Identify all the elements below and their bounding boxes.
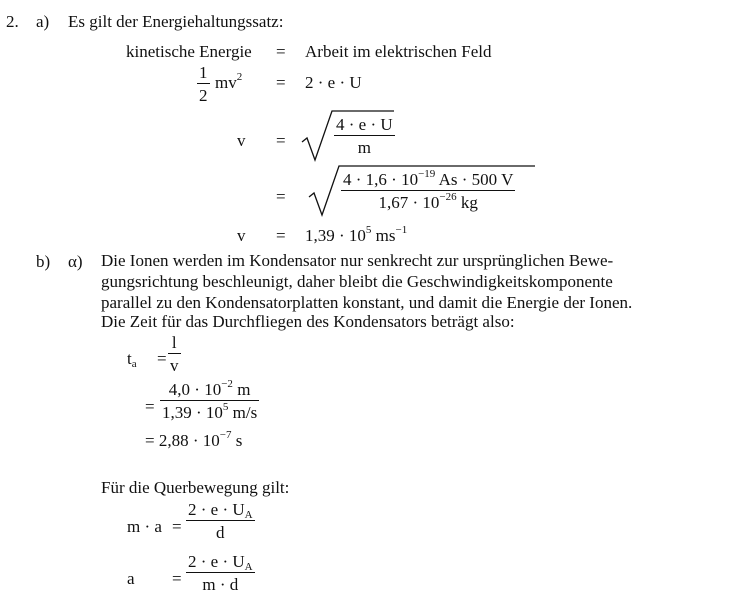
eq2-equals: = xyxy=(276,73,286,92)
eq4-num: $4 \cdot 1,6 \cdot 10^{-19}$ As · 500 V xyxy=(343,168,514,189)
part-a-label: a) xyxy=(36,12,50,31)
t2-equals: = xyxy=(145,397,155,416)
fraction-bar xyxy=(160,400,259,401)
q1-num: $2 \cdot e \cdot U_A$ xyxy=(188,500,253,521)
eq5-rhs: $1,39 \cdot 10^5$ $ms^{-1}$ xyxy=(305,224,408,245)
part-b-line1: Die Ionen werden im Kondensator nur senkrecht zur ursprünglichen Bewe- xyxy=(101,251,614,270)
t1-num: l xyxy=(171,333,177,352)
q2-den: m · d xyxy=(202,575,239,594)
t3-result: = $2,88 \cdot 10^{-7}$ s xyxy=(145,429,243,450)
part-b-line2: gungsrichtung beschleunigt, daher bleibt die Geschwindigkeitskomponente xyxy=(101,272,613,291)
eq3-fraction xyxy=(334,116,395,156)
t2-num: $4,0 \cdot 10^{-2}$ m xyxy=(168,378,251,399)
eq1-equals: = xyxy=(276,42,286,61)
t1-den: v xyxy=(170,356,179,375)
q1-den: d xyxy=(216,523,225,542)
eq2-half-num: 1 xyxy=(199,63,208,82)
fraction-bar xyxy=(168,353,181,354)
eq2-half-fraction xyxy=(197,64,210,104)
q2-lhs: a xyxy=(127,569,135,588)
q1-lhs: m · a xyxy=(127,517,162,536)
eq3-lhs: v xyxy=(237,131,246,150)
eq3-den: m xyxy=(357,138,371,157)
eq1-rhs: Arbeit im elektrischen Feld xyxy=(305,42,492,61)
part-a-intro: Es gilt der Energiehaltungssatz: xyxy=(68,12,284,31)
q1-fraction xyxy=(186,501,255,541)
t1-equals: = xyxy=(157,349,167,368)
fraction-bar xyxy=(197,83,210,84)
eq4-den: $1,67 \cdot 10^{-26}$ kg xyxy=(378,191,478,212)
eq2-half-den: 2 xyxy=(199,86,208,105)
q1-equals: = xyxy=(172,517,182,536)
alpha-label: α) xyxy=(68,252,83,271)
fraction-bar xyxy=(341,190,515,191)
eq2-lhs xyxy=(215,71,243,92)
t2-fraction xyxy=(160,378,259,422)
part-b-line3: parallel zu den Kondensatorplatten konstant, und damit die Energie der Ionen. xyxy=(101,293,633,312)
eq4-equals: = xyxy=(276,187,286,206)
problem-number: 2. xyxy=(6,12,19,31)
eq5-equals: = xyxy=(276,226,286,245)
part-b-label: b) xyxy=(36,252,51,271)
eq3-equals: = xyxy=(276,131,286,150)
eq2-rhs: 2 · e · U xyxy=(305,73,362,92)
eq5-lhs: v xyxy=(237,226,246,245)
q2-num: $2 \cdot e \cdot U_A$ xyxy=(188,552,253,573)
t2-den: $1,39 \cdot 10^5$ m/s xyxy=(162,401,258,422)
eq2-lhs-tail: mv xyxy=(215,73,237,92)
eq4-fraction xyxy=(341,168,515,212)
part-b-line4: Die Zeit für das Durchfliegen des Kondensators beträgt also: xyxy=(101,312,515,331)
eq3-num: 4 · e · U xyxy=(336,115,393,134)
quer-intro: Für die Querbewegung gilt: xyxy=(101,478,290,497)
q2-fraction xyxy=(186,553,255,593)
q2-equals: = xyxy=(172,569,182,588)
t1-fraction xyxy=(168,334,181,374)
eq2-lhs-exp: 2 xyxy=(236,71,243,83)
eq1-lhs: kinetische Energie xyxy=(126,42,252,61)
t1-lhs: $t_a$ xyxy=(127,349,137,370)
fraction-bar xyxy=(334,135,395,136)
